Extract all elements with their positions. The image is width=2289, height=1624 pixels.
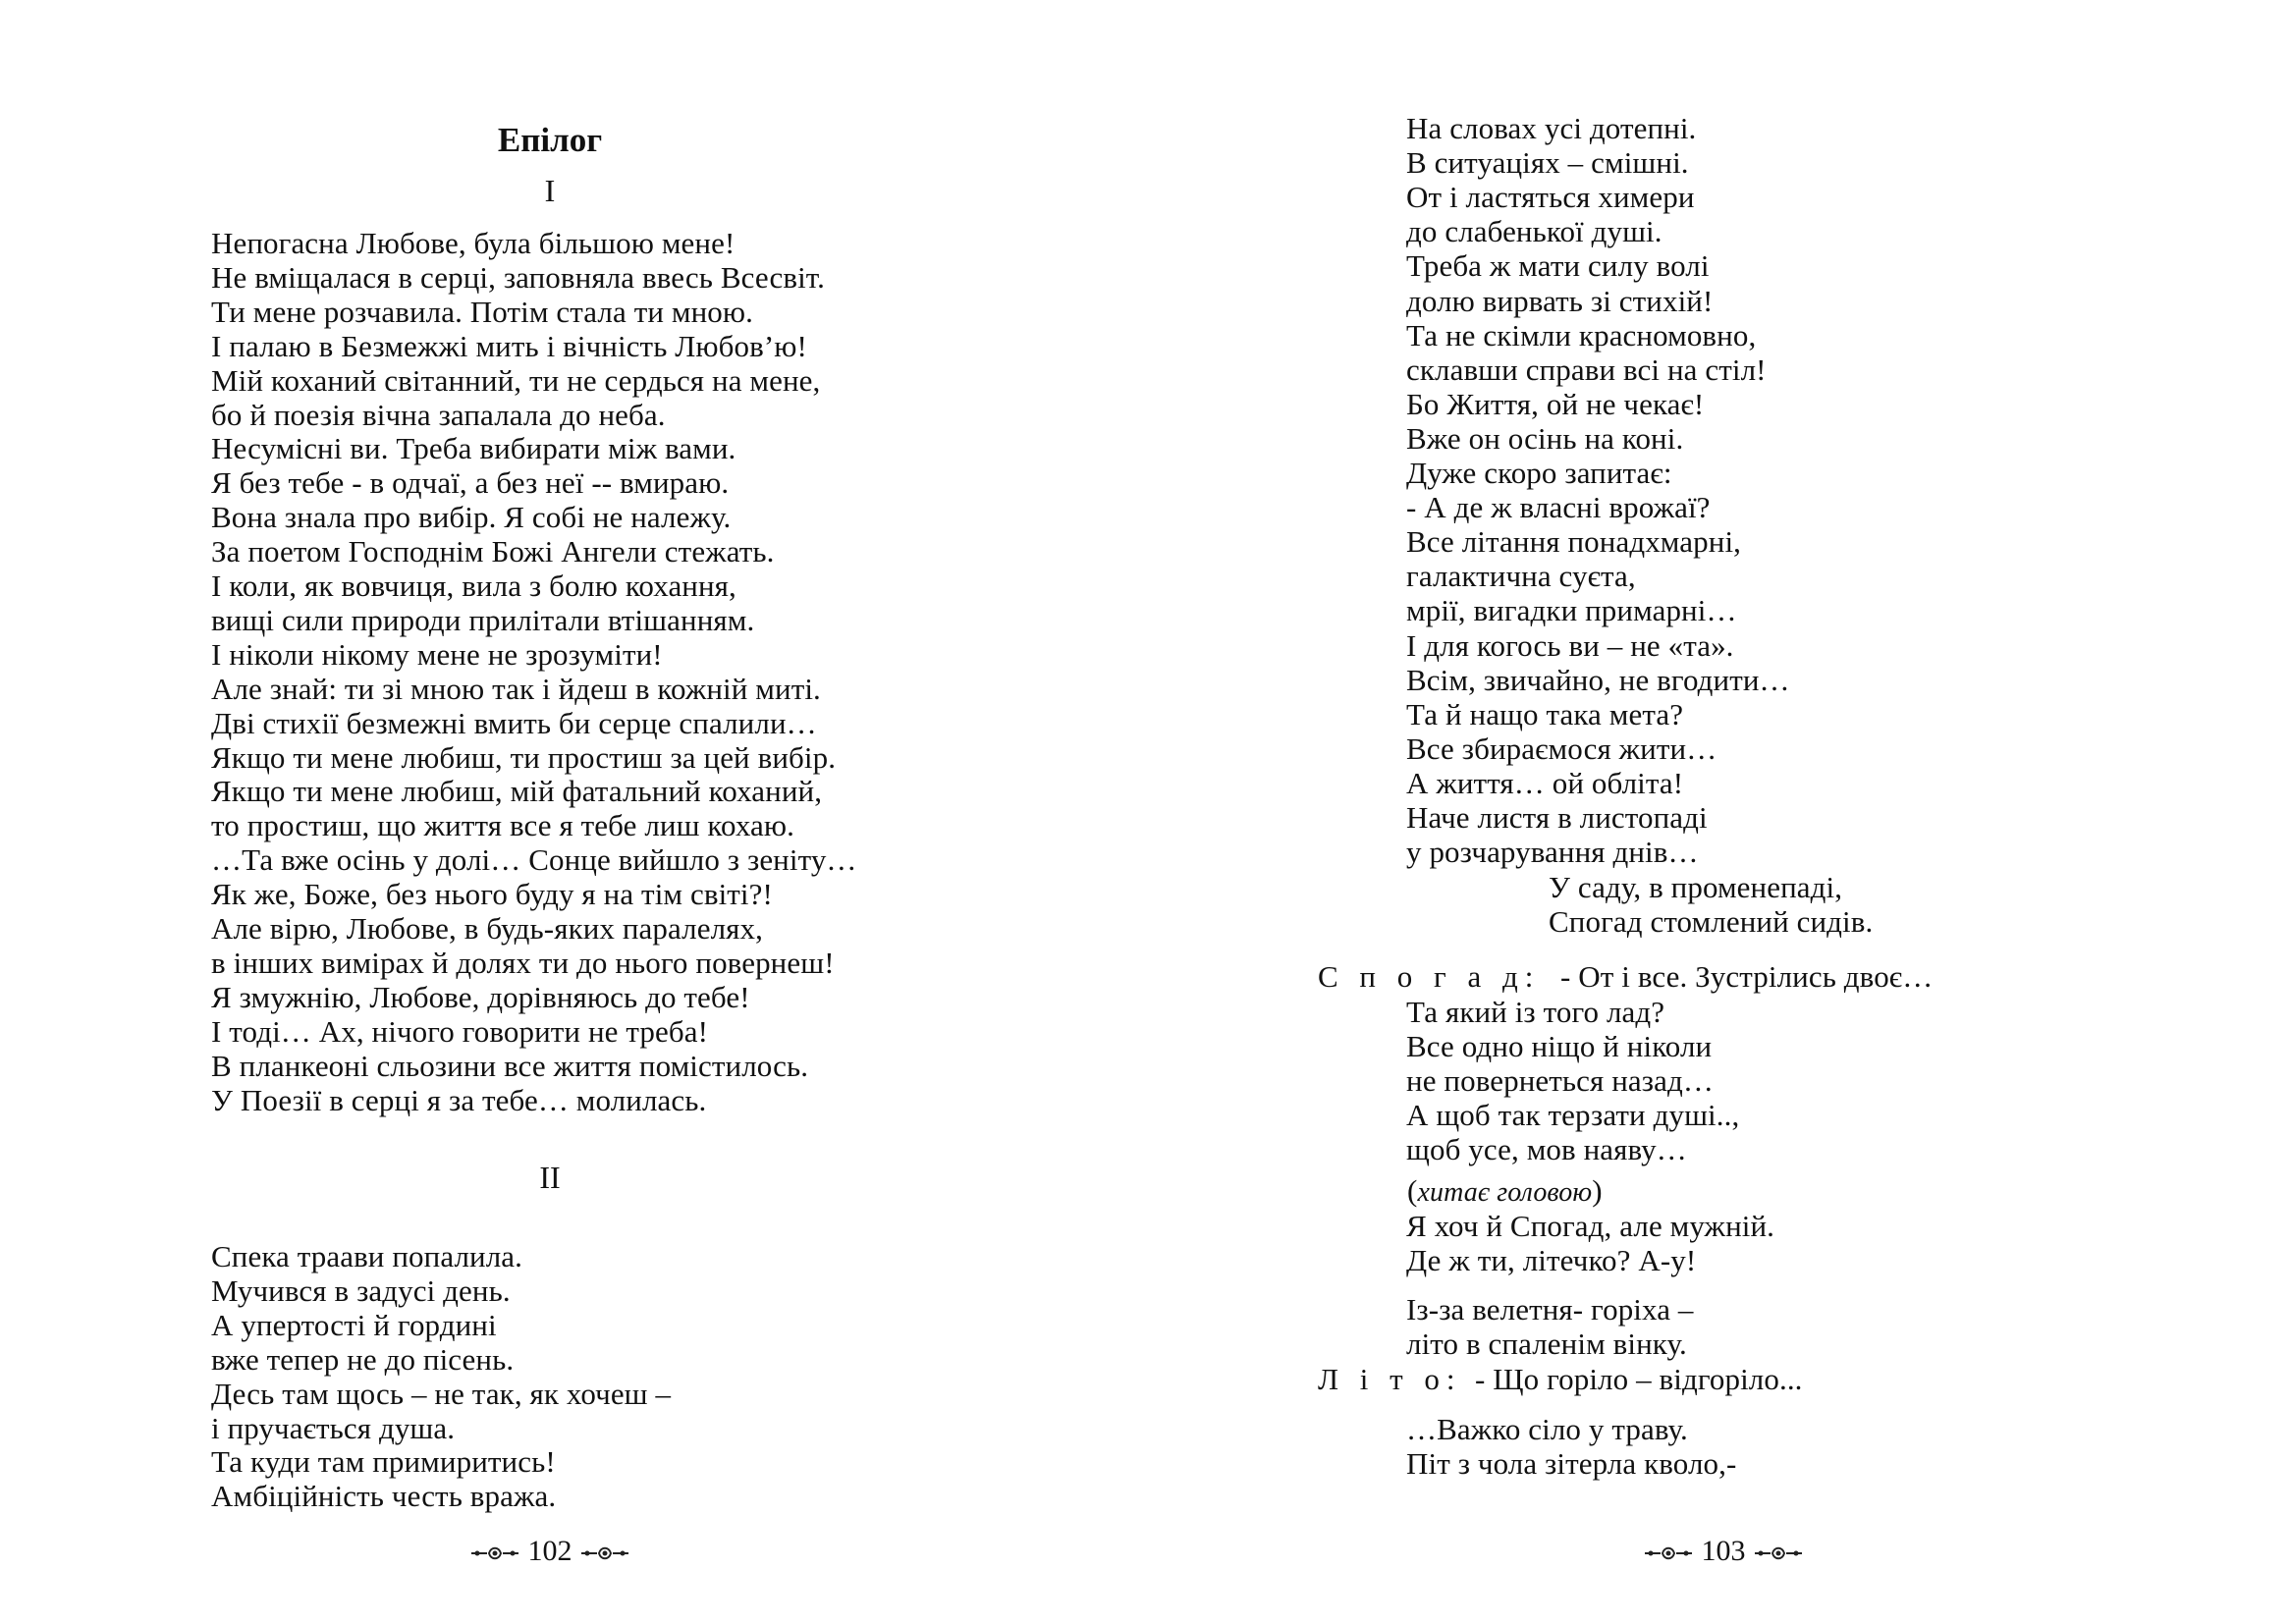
- poem-line: Все одно ніщо й ніколи: [1406, 1029, 1713, 1063]
- poem-line: Все збираємося жити…: [1406, 731, 1717, 766]
- poem-line: Мій коханий світанний, ти не сердься на мене,: [211, 363, 821, 398]
- speaker-line-lito: - Що горіло – відгоріло...: [1475, 1362, 1803, 1396]
- ornament-right-icon: [579, 1543, 630, 1563]
- section-numeral-2: II: [539, 1160, 561, 1195]
- poem-line: галактична суєта,: [1406, 559, 1636, 593]
- poem-line: Піт з чола зітерла кволо,-: [1406, 1446, 1737, 1481]
- poem-line: Я змужнію, Любове, дорівняюсь до тебе!: [211, 980, 750, 1014]
- speaker-label-lito: Л і т о:: [1318, 1362, 1462, 1396]
- poem-line: Несумісні ви. Треба вибирати між вами.: [211, 431, 736, 465]
- poem-line: Вже он осінь на коні.: [1406, 421, 1684, 456]
- poem-line: Якщо ти мене любиш, мій фатальний коханий,: [211, 774, 823, 808]
- poem-line: Всім, звичайно, не вгодити…: [1406, 663, 1790, 697]
- poem-line: Наче листя в листопаді: [1406, 800, 1708, 835]
- poem-line: …Важко сіло у траву.: [1406, 1412, 1688, 1446]
- stage-direction: (хитає головою): [1407, 1173, 1603, 1208]
- poem-line: Але знай: ти зі мною так і йдеш в кожній миті.: [211, 672, 821, 706]
- poem-line: Вона знала про вибір. Я собі не належу.: [211, 500, 732, 534]
- poem-line: І ніколи нікому мене не зрозуміти!: [211, 637, 663, 672]
- left-page: [0, 0, 1144, 1624]
- poem-line: В ситуаціях – смішні.: [1406, 145, 1689, 180]
- poem-line: Якщо ти мене любиш, ти простиш за цей вибір.: [211, 740, 837, 775]
- poem-line: В планкеоні сльозини все життя помістилось.: [211, 1049, 809, 1083]
- poem-line: А щоб так терзати душі..,: [1406, 1098, 1740, 1132]
- poem-line: І тоді… Ах, нічого говорити не треба!: [211, 1014, 709, 1049]
- poem-line: Десь там щось – не так, як хочеш –: [211, 1377, 672, 1411]
- poem-line: А життя… ой обліта!: [1406, 766, 1684, 800]
- poem-line: вищі сили природи прилітали втішанням.: [211, 603, 755, 637]
- poem-line: У Поезії в серці я за тебе… молилась.: [211, 1083, 707, 1117]
- ornament-left-icon: [469, 1543, 520, 1563]
- poem-line: На словах усі дотепні.: [1406, 111, 1697, 145]
- poem-line: І палаю в Безмежжі мить і вічність Любов’ю!: [211, 329, 807, 363]
- poem-line: Я хоч й Спогад, але мужній.: [1406, 1209, 1775, 1243]
- poem-line: Не вміщалася в серці, заповняла ввесь Всесвіт.: [211, 260, 825, 295]
- poem-line: Непогасна Любове, була більшою мене!: [211, 226, 736, 260]
- poem-line: Дуже скоро запитає:: [1406, 456, 1672, 490]
- section-numeral-1: I: [544, 173, 556, 208]
- page-number: 103: [1701, 1535, 1746, 1567]
- poem-line: вже тепер не до пісень.: [211, 1342, 515, 1377]
- poem-line: Я без тебе - в одчаї, а без неї -- вмираю.: [211, 465, 730, 500]
- poem-line: Із-за велетня- горіха –: [1406, 1292, 1694, 1326]
- poem-line: в інших вимірах й долях ти до нього повернеш!: [211, 946, 835, 980]
- speaker-label-spogad: С п о г а д:: [1318, 959, 1541, 994]
- poem-line: не повернеться назад…: [1406, 1063, 1714, 1098]
- poem-line: бо й поезія вічна запалала до неба.: [211, 398, 666, 432]
- poem-line: А упертості й гордині: [211, 1308, 497, 1342]
- page-footer-left: [403, 1532, 697, 1571]
- poem-line: Дві стихії безмежні вмить би серце спалили…: [211, 706, 817, 740]
- poem-line: Ти мене розчавила. Потім стала ти мною.: [211, 295, 754, 329]
- poem-line: до слабенької душі.: [1406, 214, 1662, 248]
- poem-line: долю вирвать зі стихій!: [1406, 284, 1714, 318]
- poem-line: Та й нащо така мета?: [1406, 697, 1684, 731]
- poem-line: …Та вже осінь у долі… Сонце вийшло з зеніту…: [211, 842, 857, 877]
- poem-line: Та який із того лад?: [1406, 995, 1665, 1029]
- poem-line: склавши справи всі на стіл!: [1406, 352, 1767, 387]
- poem-line: літо в спаленім вінку.: [1406, 1326, 1687, 1361]
- speaker-line-spogad: - От і все. Зустрілись двоє…: [1560, 959, 1934, 994]
- poem-line: - А де ж власні врожаї?: [1406, 490, 1711, 524]
- poem-line: Спогад стомлений сидів.: [1549, 904, 1874, 939]
- chapter-title: Епілог: [497, 121, 603, 159]
- poem-line: Де ж ти, літечко? А-у!: [1406, 1243, 1697, 1277]
- poem-line: У саду, в променепаді,: [1549, 870, 1843, 904]
- poem-line: Бо Життя, ой не чекає!: [1406, 387, 1705, 421]
- poem-line: щоб усе, мов наяву…: [1406, 1132, 1687, 1166]
- page-number: 102: [527, 1535, 572, 1567]
- poem-line: Та не скімли красномовно,: [1406, 318, 1757, 352]
- ornament-left-icon: [1643, 1543, 1694, 1563]
- poem-line: у розчарування днів…: [1406, 835, 1699, 869]
- poem-line: Але вірю, Любове, в будь-яких паралелях,: [211, 911, 763, 946]
- ornament-right-icon: [1753, 1543, 1804, 1563]
- poem-line: Треба ж мати силу волі: [1406, 248, 1710, 283]
- poem-line: І для когось ви – не «та».: [1406, 628, 1734, 663]
- poem-line: Мучився в задусі день.: [211, 1273, 511, 1308]
- right-page: [1144, 0, 2289, 1624]
- poem-line: Все літання понадхмарні,: [1406, 524, 1742, 559]
- poem-line: Амбіційність честь вража.: [211, 1479, 557, 1513]
- poem-line: і пручається душа.: [211, 1411, 456, 1445]
- poem-line: Спека траави попалила.: [211, 1239, 522, 1273]
- poem-line: Як же, Боже, без нього буду я на тім світі?!: [211, 877, 773, 911]
- poem-line: Та куди там примиритись!: [211, 1444, 556, 1479]
- poem-line: От і ластяться химери: [1406, 180, 1695, 214]
- page-footer-right: [1576, 1532, 1871, 1571]
- poem-line: то простиш, що життя все я тебе лиш кохаю.: [211, 808, 794, 842]
- poem-line: І коли, як вовчиця, вила з болю кохання,: [211, 568, 736, 603]
- poem-line: За поетом Господнім Божі Ангели стежать.: [211, 534, 775, 568]
- poem-line: мрії, вигадки примарні…: [1406, 593, 1737, 627]
